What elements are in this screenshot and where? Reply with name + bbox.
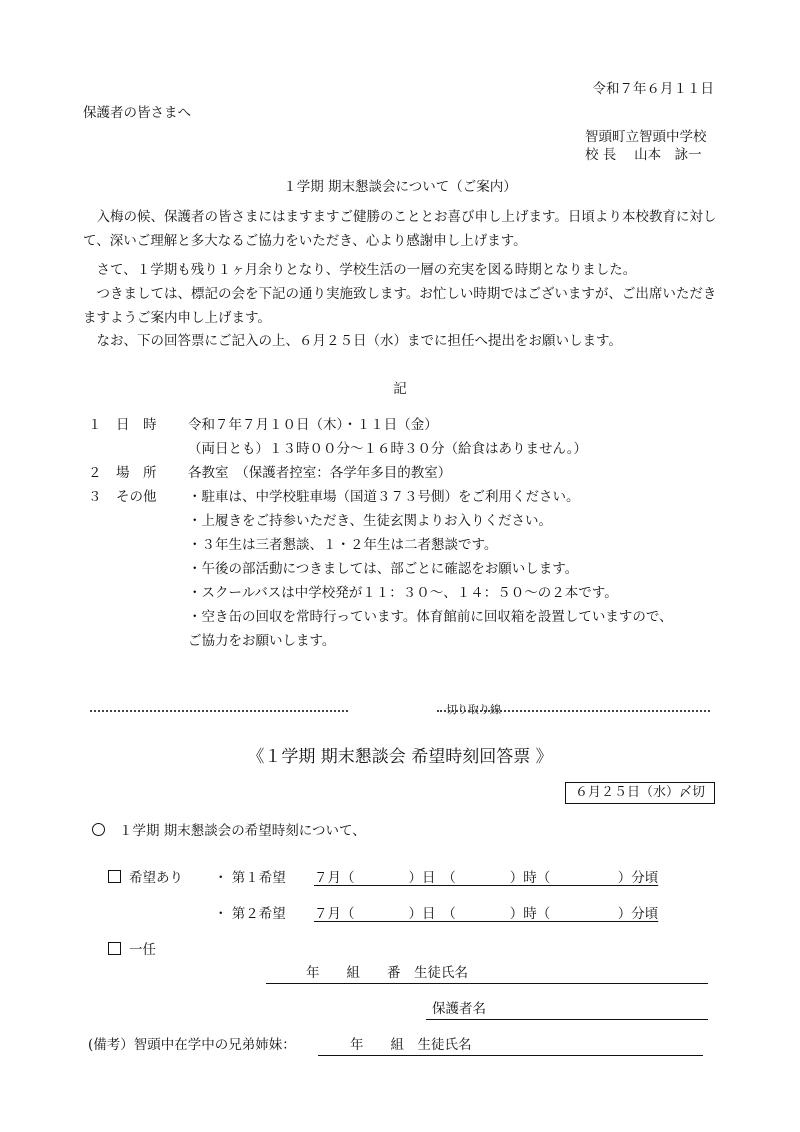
- recipient: 保護者の皆さまへ: [83, 105, 191, 121]
- other-note: ・空き缶の回収を常時行っています。体育館前に回収箱を設置していますので、: [188, 609, 673, 625]
- other-note: ・午後の部活動につきましては、部ごとに確認をお願いします。: [188, 561, 579, 577]
- student-name-line[interactable]: [266, 983, 708, 984]
- circle-bullet-icon: [92, 823, 105, 836]
- deadline-box: ６月２５日（水）〆切: [565, 782, 715, 804]
- document-title: １学期 期末懇談会について（ご案内）: [283, 179, 517, 195]
- guardian-name-line[interactable]: [426, 1019, 708, 1020]
- cut-line-label: 切り取り線: [446, 703, 501, 716]
- cut-line-dots-left: [90, 710, 348, 712]
- option-any-label: 一任: [129, 942, 156, 958]
- body-paragraph-3: つきましては、標記の会を下記の通り実施致します。お忙しい時期ではございますが、ご出席いただきますようご案内申し上げます。: [83, 286, 717, 326]
- choice2-label: ・ 第２希望: [214, 906, 286, 922]
- checkbox-icon[interactable]: [108, 942, 121, 955]
- item-value-datetime: 令和７年７月１０日（木）・１１日（金）: [188, 417, 438, 433]
- item-label-place: 場 所: [116, 465, 157, 481]
- choice1-label: ・ 第１希望: [214, 870, 286, 886]
- other-note: ・３年生は三者懇談、１・２年生は二者懇談です。: [188, 537, 498, 553]
- item-label-other: その他: [116, 489, 157, 505]
- remarks-label: (備考）智頭中在学中の兄弟姉妹：: [88, 1037, 296, 1053]
- item-number-3: ３: [88, 489, 102, 505]
- guardian-line-label: 保護者名: [432, 1001, 486, 1017]
- choice2-fields[interactable]: ７月（ ）日 （ ）時（ ）分頃: [314, 906, 659, 922]
- form-title: 《１学期 期末懇談会 希望時刻回答票 》: [247, 747, 553, 767]
- body-paragraph-2: さて、１学期も残り１ヶ月余りとなり、学校生活の一層の充実を図る時期となりました。: [96, 262, 637, 278]
- item-value-place: 各教室 （保護者控室：各学年多目的教室）: [188, 465, 452, 481]
- item-value-time: （両日とも）１３時００分～１６時３０分（給食はありません。）: [188, 441, 588, 457]
- checkbox-icon[interactable]: [108, 870, 121, 883]
- item-number-1: １: [88, 417, 102, 433]
- option-any[interactable]: [108, 941, 156, 959]
- choice1-fields[interactable]: ７月（ ）日 （ ）時（ ）分頃: [314, 870, 659, 886]
- body-paragraph-1: 入梅の候、保護者の皆さまにはますますご健勝のこととお喜び申し上げます。日頃より本校教育に対して、深いご理解と多大なるご協力をいただき、心より感謝申し上げます。: [83, 209, 717, 249]
- school-name: 智頭町立智頭中学校: [585, 129, 707, 145]
- form-question: [92, 822, 366, 840]
- remarks-line[interactable]: [318, 1055, 703, 1056]
- cut-line-dots-right: [437, 710, 710, 712]
- other-note-continued: ご協力をお願いします。: [188, 633, 336, 649]
- option-yes[interactable]: [108, 869, 183, 887]
- body-paragraph-4: なお、下の回答票にご記入の上、６月２５日（水）までに担任へ提出をお願いします。: [96, 333, 622, 349]
- cut-line: [90, 702, 710, 718]
- ki-heading: 記: [393, 381, 407, 397]
- item-number-2: ２: [88, 465, 102, 481]
- other-note: ・スクールバスは中学校発が１１：３０～、１４：５０～の２本です。: [188, 585, 618, 601]
- other-note: ・上履きをご持参いただき、生徒玄関よりお入りください。: [188, 513, 552, 529]
- form-question-text: １学期 期末懇談会の希望時刻について、: [119, 823, 366, 839]
- item-label-datetime: 日 時: [116, 417, 157, 433]
- principal-name: 校 長 山本 詠一: [585, 147, 702, 163]
- remarks-line-label: 年 組 生徒氏名: [350, 1037, 472, 1053]
- document-date: 令和７年６月１１日: [592, 81, 714, 97]
- other-note: ・駐車は、中学校駐車場（国道３７３号側）をご利用ください。: [188, 489, 580, 505]
- option-yes-label: 希望あり: [129, 870, 183, 886]
- student-line-label: 年 組 番 生徒氏名: [306, 965, 468, 981]
